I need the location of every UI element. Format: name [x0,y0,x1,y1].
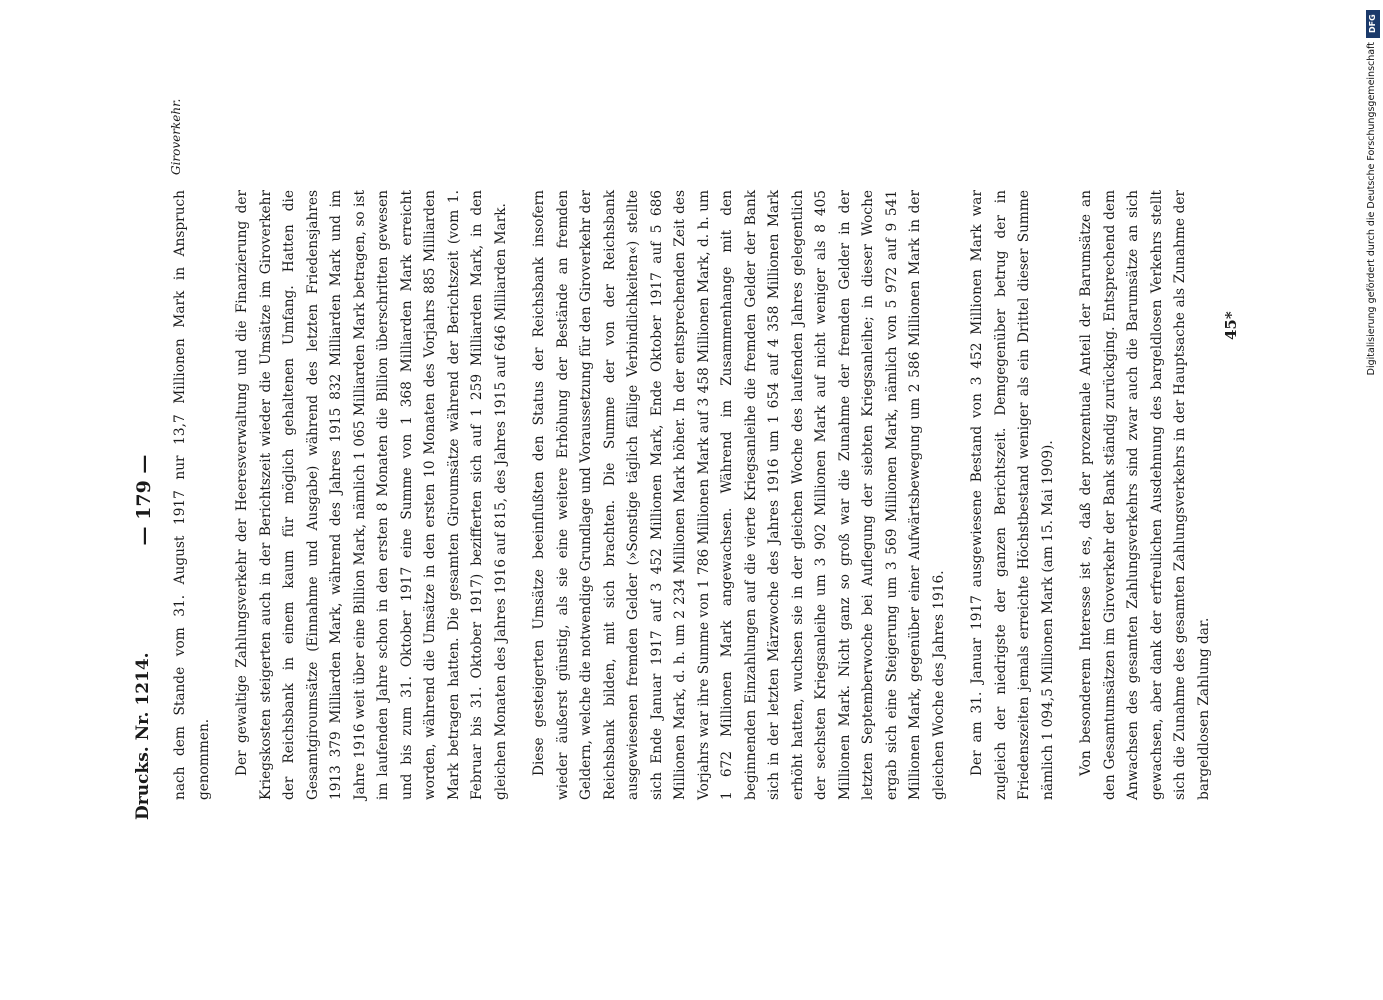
paragraph: nach dem Stande vom 31. August 1917 nur 13,7 Millionen Mark in Anspruch genommen. [172,190,212,800]
paragraph: Der am 31. Januar 1917 ausgewiesene Bestand von 3 452 Millionen Mark war zugleich der niedrigste der ganzen Berichtszeit. Demgegenüber betrug der in Friedenszeiten jemals erreichte Höchstbestand weniger als ein Drittel dieser Summe nämlich 1 094,5 Millionen Mark (am 15. Mai 1909). [969,190,1056,800]
paragraph: Der gewaltige Zahlungsverkehr der Heeresverwaltung und die Finanzierung der Kriegskosten steigerten auch in der Berichtszeit wieder die Umsätze im Giroverkehr der Reichsbank in einem kaum für möglich gehaltenen Umfang. Hatten die Gesamtgiroumsätze (Einnahme und Ausgabe) während des letzten Friedensjahres 1913 379 Milliarden Mark, während des Jahres 1915 832 Milliarden Mark und im Jahre 1916 weit über eine Billion Mark, nämlich 1 065 Milliarden Mark betragen, so ist im laufenden Jahre schon in den ersten 8 Monaten die Billion überschritten gewesen und bis zum 31. Oktober 1917 eine Summe von 1 368 Milliarden Mark erreicht worden, während die Umsätze in den ersten 10 Monaten des Vorjahrs 885 Milliarden Mark betragen hatten. Die gesamten Giroumsätze während der Berichtszeit (vom 1. Februar bis 31. Oktober 1917) bezifferten sich auf 1 259 Milliarden Mark, in den gleichen Monaten des Jahres 1916 auf 815, des Jahres 1915 auf 646 Milliarden Mark. [234,190,509,800]
credit-text: Digitalisierung gefördert durch die Deutsche Forschungsgemeinschaft [1366,42,1377,376]
page-header [133,180,169,820]
signature-mark: 45* [1222,311,1240,340]
paragraph: Diese gesteigerten Umsätze beeinflußten den Status der Reichsbank insofern wieder äußerst günstig, als sie eine weitere Erhöhung der Bestände an fremden Geldern, welche die notwendige Grundlage und Voraussetzung für den Giroverkehr der Reichsbank bilden, mit sich brachten. Die Summe der von der Reichsbank ausgewiesenen fremden Gelder (»Sonstige täglich fällige Verbindlichkeiten«) stellte sich Ende Januar 1917 auf 3 452 Millionen Mark, Ende Oktober 1917 auf 5 686 Millionen Mark, d. h. um 2 234 Millionen Mark höher. In der entsprechenden Zeit des Vorjahrs war ihre Summe von 1 786 Millionen Mark auf 3 458 Millionen Mark, d. h. um 1 672 Millionen Mark angewachsen. Während im Zusammenhange mit den beginnenden Einzahlungen auf die vierte Kriegsanleihe die fremden Gelder der Bank sich in der letzten Märzwoche des Jahres 1916 um 1 654 auf 4 358 Millionen Mark erhöht hatten, wuchsen sie in der gleichen Woche des laufenden Jahres gelegentlich der sechsten Kriegsanleihe um 3 902 Millionen Mark auf nicht weniger als 8 405 Millionen Mark. Nicht ganz so groß war die Zunahme der fremden Gelder in der letzten Septemberwoche bei Auflegung der siebten Kriegsanleihe; in dieser Woche ergab sich eine Steigerung um 3 569 Millionen Mark, nämlich von 5 972 auf 9 541 Millionen Mark, gegenüber einer Aufwärtsbewegung um 2 586 Millionen Mark in der gleichen Woche des Jahres 1916. [531,190,947,800]
body-text [169,190,1231,800]
digitization-credit [1366,10,1380,390]
document-reference: Drucks. Nr. 1214. [133,652,153,820]
dfg-logo: DFG [1366,10,1380,38]
paragraph: Von besonderem Interesse ist es, daß der prozentuale Anteil der Barumsätze an den Gesamtumsätzen im Giroverkehr der Bank ständig zurückging. Entsprechend dem Anwachsen des gesamten Zahlungsverkehrs sind zwar auch die Barumsätze an sich gewachsen, aber dank der erfreulichen Ausdehnung des bargeldlosen Verkehrs stellt sich die Zunahme des gesamten Zahlungsverkehrs in der Hauptsache als Zunahme der bargeldlosen Zahlung dar. [1078,190,1212,800]
page-number: — 179 — [133,454,155,546]
margin-note: Giroverkehr. [169,98,183,175]
rotated-page-content [125,98,1255,840]
